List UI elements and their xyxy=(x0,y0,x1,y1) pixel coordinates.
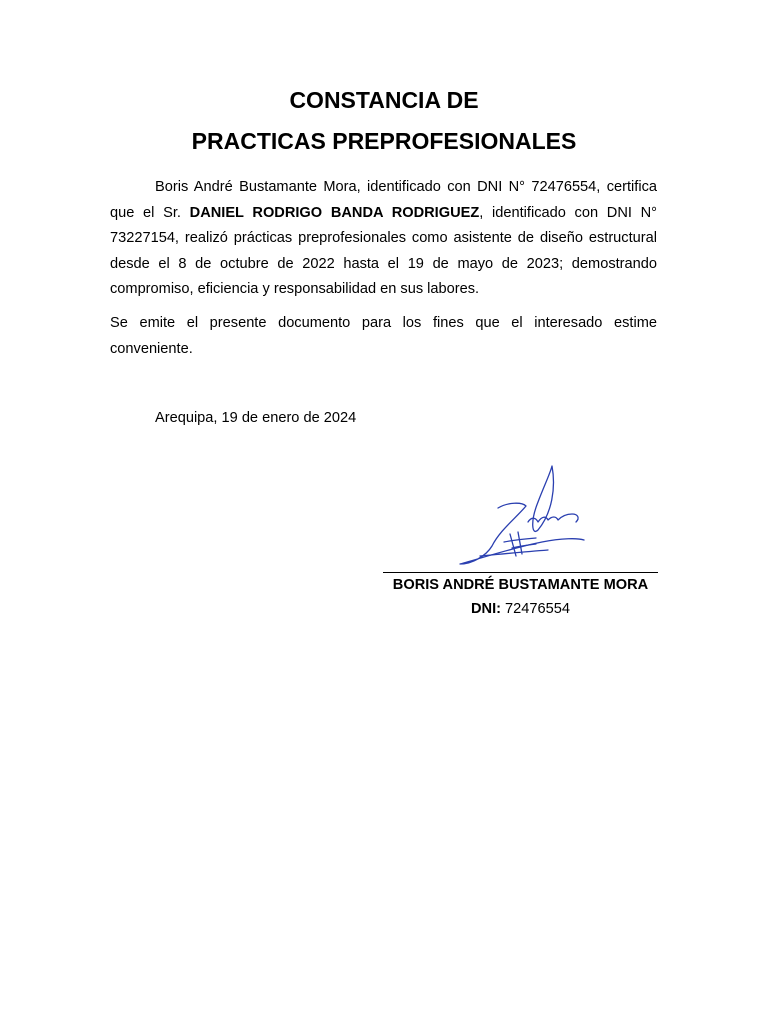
signature-stroke-cross-4 xyxy=(518,532,522,554)
place-and-date: Arequipa, 19 de enero de 2024 xyxy=(155,410,357,426)
signature-stroke-letters xyxy=(528,514,578,522)
signer-name: BORIS ANDRÉ BUSTAMANTE MORA xyxy=(392,577,649,593)
signer-dni-label: DNI: xyxy=(471,601,501,617)
handwritten-signature xyxy=(452,458,592,573)
signer-dni xyxy=(383,597,658,622)
paragraph1-intro: Boris André Bustamante Mora, identificado con DNI N° 72476554, certifica que el Sr. xyxy=(110,179,657,221)
purpose-paragraph: Se emite el presente documento para los fines que el interesado estime conveniente. xyxy=(110,315,657,357)
title-line-1: CONSTANCIA DE xyxy=(289,87,479,113)
title-line-2: PRACTICAS PREPROFESIONALES xyxy=(191,128,577,154)
signature-stroke-cross-2 xyxy=(512,544,536,548)
signature-stroke-loop xyxy=(533,466,554,531)
signer-dni-value: 72476554 xyxy=(501,601,570,617)
certification-paragraph xyxy=(110,175,657,303)
signature-stroke-main xyxy=(460,503,584,564)
intern-name: DANIEL RODRIGO BANDA RODRIGUEZ xyxy=(189,204,480,221)
paragraph1-details: , identificado con DNI N° 73227154, realizó prácticas preprofesionales como asistente de diseño estructural desde el 8 de octubre de 2022 hasta el 19 de mayo de 2023; demostrando compromiso, eficiencia y responsabilidad en sus labores. xyxy=(110,204,657,297)
